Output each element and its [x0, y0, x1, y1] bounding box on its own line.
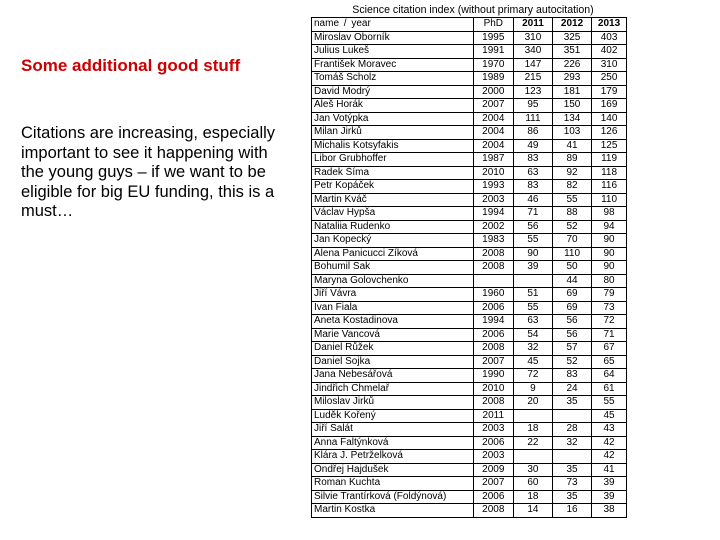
table-row: [312, 436, 627, 450]
header-name-year: name / year: [312, 18, 474, 32]
cell-phd: 1994: [473, 315, 513, 329]
table-row: [312, 274, 627, 288]
cell-name: Ivan Fiala: [312, 301, 474, 315]
cell-2013: 125: [592, 139, 627, 153]
table-row: [312, 180, 627, 194]
table-row: [312, 220, 627, 234]
table-row: [312, 409, 627, 423]
cell-2013: 73: [592, 301, 627, 315]
cell-2012: 69: [552, 288, 591, 302]
table-row: [312, 247, 627, 261]
cell-2012: 24: [552, 382, 591, 396]
cell-2012: 28: [552, 423, 591, 437]
cell-2013: 67: [592, 342, 627, 356]
cell-2012: 56: [552, 328, 591, 342]
cell-phd: [473, 274, 513, 288]
cell-name: Michalis Kotsyfakis: [312, 139, 474, 153]
header-2012: 2012: [552, 18, 591, 32]
cell-phd: 2004: [473, 126, 513, 140]
cell-2012: 55: [552, 193, 591, 207]
cell-2012: 88: [552, 207, 591, 221]
cell-2013: 65: [592, 355, 627, 369]
cell-name: Jan Votýpka: [312, 112, 474, 126]
cell-phd: 2000: [473, 85, 513, 99]
table-row: [312, 423, 627, 437]
table-row: [312, 234, 627, 248]
cell-2011: 86: [513, 126, 552, 140]
cell-phd: 1987: [473, 153, 513, 167]
cell-2011: 63: [513, 166, 552, 180]
table-row: [312, 85, 627, 99]
cell-name: Radek Šíma: [312, 166, 474, 180]
cell-name: František Moravec: [312, 58, 474, 72]
cell-2011: 20: [513, 396, 552, 410]
cell-2013: 402: [592, 45, 627, 59]
cell-phd: 2002: [473, 220, 513, 234]
cell-2011: 55: [513, 301, 552, 315]
table-row: [312, 477, 627, 491]
table-row: [312, 58, 627, 72]
table-row: [312, 99, 627, 113]
cell-2011: 90: [513, 247, 552, 261]
cell-2012: 325: [552, 31, 591, 45]
cell-name: Maryna Golovchenko: [312, 274, 474, 288]
cell-2012: 351: [552, 45, 591, 59]
table-row: [312, 355, 627, 369]
cell-2011: 18: [513, 423, 552, 437]
cell-name: Martin Kváč: [312, 193, 474, 207]
table-row: [312, 207, 627, 221]
cell-2013: 64: [592, 369, 627, 383]
cell-phd: 1990: [473, 369, 513, 383]
cell-2011: 63: [513, 315, 552, 329]
cell-2012: 35: [552, 396, 591, 410]
cell-phd: 2010: [473, 382, 513, 396]
table-row: [312, 166, 627, 180]
cell-name: Jan Kopecký: [312, 234, 474, 248]
cell-2013: 41: [592, 463, 627, 477]
cell-2011: 9: [513, 382, 552, 396]
cell-2012: 52: [552, 220, 591, 234]
cell-phd: 1994: [473, 207, 513, 221]
cell-phd: 2007: [473, 355, 513, 369]
cell-2013: 90: [592, 247, 627, 261]
cell-2012: 69: [552, 301, 591, 315]
cell-2013: 118: [592, 166, 627, 180]
cell-2012: 103: [552, 126, 591, 140]
cell-2011: 123: [513, 85, 552, 99]
cell-2013: 43: [592, 423, 627, 437]
cell-phd: 1970: [473, 58, 513, 72]
table-row: [312, 193, 627, 207]
cell-phd: 2008: [473, 396, 513, 410]
cell-2013: 140: [592, 112, 627, 126]
cell-2012: 293: [552, 72, 591, 86]
header-2011: 2011: [513, 18, 552, 32]
header-2013: 2013: [592, 18, 627, 32]
cell-2011: [513, 450, 552, 464]
cell-name: Aneta Kostadinova: [312, 315, 474, 329]
cell-2012: 226: [552, 58, 591, 72]
header-phd: PhD: [473, 18, 513, 32]
cell-phd: 2010: [473, 166, 513, 180]
cell-phd: 1983: [473, 234, 513, 248]
cell-phd: 1993: [473, 180, 513, 194]
cell-name: Tomáš Scholz: [312, 72, 474, 86]
table-row: [312, 45, 627, 59]
cell-2012: 83: [552, 369, 591, 383]
cell-name: Julius Lukeš: [312, 45, 474, 59]
table-row: [312, 31, 627, 45]
cell-name: Aleš Horák: [312, 99, 474, 113]
cell-2013: 126: [592, 126, 627, 140]
cell-2013: 116: [592, 180, 627, 194]
cell-name: Nataliia Rudenko: [312, 220, 474, 234]
cell-2012: 73: [552, 477, 591, 491]
cell-name: Jiří Salát: [312, 423, 474, 437]
cell-phd: 2009: [473, 463, 513, 477]
cell-2011: 340: [513, 45, 552, 59]
cell-name: Martin Kostka: [312, 504, 474, 518]
cell-2013: 403: [592, 31, 627, 45]
cell-phd: 2003: [473, 193, 513, 207]
cell-name: Jiří Vávra: [312, 288, 474, 302]
cell-2011: 55: [513, 234, 552, 248]
table-row: [312, 72, 627, 86]
cell-2013: 179: [592, 85, 627, 99]
cell-phd: 2004: [473, 112, 513, 126]
cell-2011: 310: [513, 31, 552, 45]
cell-phd: 1989: [473, 72, 513, 86]
cell-name: Daniel Růžek: [312, 342, 474, 356]
cell-2013: 39: [592, 477, 627, 491]
cell-2012: 57: [552, 342, 591, 356]
cell-2012: 50: [552, 261, 591, 275]
cell-2011: 72: [513, 369, 552, 383]
cell-phd: 2008: [473, 342, 513, 356]
cell-2013: 80: [592, 274, 627, 288]
cell-2013: 38: [592, 504, 627, 518]
cell-2012: 70: [552, 234, 591, 248]
cell-phd: 2008: [473, 247, 513, 261]
table-row: [312, 112, 627, 126]
cell-phd: 2007: [473, 477, 513, 491]
cell-2013: 55: [592, 396, 627, 410]
cell-2012: 150: [552, 99, 591, 113]
cell-phd: 1960: [473, 288, 513, 302]
cell-2013: 310: [592, 58, 627, 72]
cell-2011: 45: [513, 355, 552, 369]
cell-2011: 39: [513, 261, 552, 275]
slide-body-text: Citations are increasing, especially important to see it happening with the young guys – if we want to be eligible for big EU funding, this is a must…: [21, 124, 276, 220]
cell-2012: 44: [552, 274, 591, 288]
table-row: [312, 126, 627, 140]
cell-2012: 92: [552, 166, 591, 180]
cell-name: Václav Hypša: [312, 207, 474, 221]
cell-2013: 45: [592, 409, 627, 423]
cell-name: Ondřej Hajdušek: [312, 463, 474, 477]
cell-2011: 111: [513, 112, 552, 126]
cell-2012: 35: [552, 490, 591, 504]
cell-2011: [513, 409, 552, 423]
cell-2011: 95: [513, 99, 552, 113]
cell-2012: [552, 450, 591, 464]
table-row: [312, 301, 627, 315]
cell-2011: 60: [513, 477, 552, 491]
table-row: [312, 382, 627, 396]
cell-name: Miloslav Jirků: [312, 396, 474, 410]
table-header-row: [312, 18, 627, 32]
cell-2012: [552, 409, 591, 423]
cell-2012: 41: [552, 139, 591, 153]
cell-2013: 39: [592, 490, 627, 504]
cell-2011: 71: [513, 207, 552, 221]
cell-name: Anna Faltýnková: [312, 436, 474, 450]
cell-name: Silvie Trantírková (Foldýnová): [312, 490, 474, 504]
cell-phd: 2006: [473, 436, 513, 450]
cell-phd: 2008: [473, 261, 513, 275]
cell-2012: 82: [552, 180, 591, 194]
cell-name: Alena Panicucci Zíková: [312, 247, 474, 261]
table-row: [312, 450, 627, 464]
cell-2013: 72: [592, 315, 627, 329]
cell-2012: 52: [552, 355, 591, 369]
cell-2011: 147: [513, 58, 552, 72]
cell-phd: 1991: [473, 45, 513, 59]
cell-2011: 46: [513, 193, 552, 207]
cell-2011: 215: [513, 72, 552, 86]
table-row: [312, 490, 627, 504]
citation-table: [311, 17, 627, 518]
cell-name: Milan Jirků: [312, 126, 474, 140]
cell-2013: 94: [592, 220, 627, 234]
table-row: [312, 153, 627, 167]
cell-2012: 35: [552, 463, 591, 477]
cell-phd: 2008: [473, 504, 513, 518]
cell-2012: 181: [552, 85, 591, 99]
cell-2011: 83: [513, 180, 552, 194]
cell-name: Libor Grubhoffer: [312, 153, 474, 167]
cell-name: David Modrý: [312, 85, 474, 99]
cell-phd: 2006: [473, 301, 513, 315]
cell-2012: 110: [552, 247, 591, 261]
cell-name: Luděk Kořený: [312, 409, 474, 423]
table-row: [312, 342, 627, 356]
table-title: Science citation index (without primary autocitation): [352, 4, 594, 16]
table-row: [312, 315, 627, 329]
table-row: [312, 504, 627, 518]
table-row: [312, 288, 627, 302]
cell-2013: 250: [592, 72, 627, 86]
cell-2011: 54: [513, 328, 552, 342]
table-row: [312, 261, 627, 275]
cell-2012: 56: [552, 315, 591, 329]
cell-2012: 32: [552, 436, 591, 450]
cell-2011: 22: [513, 436, 552, 450]
cell-2011: 51: [513, 288, 552, 302]
cell-phd: 1995: [473, 31, 513, 45]
cell-name: Jana Nebesářová: [312, 369, 474, 383]
table-row: [312, 369, 627, 383]
cell-2011: 49: [513, 139, 552, 153]
cell-2012: 16: [552, 504, 591, 518]
cell-2011: 56: [513, 220, 552, 234]
cell-2011: 14: [513, 504, 552, 518]
slide-heading: Some additional good stuff: [21, 56, 241, 75]
cell-phd: 2003: [473, 423, 513, 437]
cell-2013: 110: [592, 193, 627, 207]
cell-name: Roman Kuchta: [312, 477, 474, 491]
cell-name: Miroslav Oborník: [312, 31, 474, 45]
cell-2012: 89: [552, 153, 591, 167]
cell-phd: 2003: [473, 450, 513, 464]
cell-2013: 169: [592, 99, 627, 113]
cell-2011: 83: [513, 153, 552, 167]
citation-table-panel: [311, 3, 627, 518]
cell-phd: 2006: [473, 490, 513, 504]
table-row: [312, 396, 627, 410]
cell-phd: 2011: [473, 409, 513, 423]
cell-name: Petr Kopáček: [312, 180, 474, 194]
table-row: [312, 328, 627, 342]
cell-2013: 98: [592, 207, 627, 221]
cell-2013: 71: [592, 328, 627, 342]
cell-phd: 2004: [473, 139, 513, 153]
cell-2011: 18: [513, 490, 552, 504]
cell-name: Marie Vancová: [312, 328, 474, 342]
cell-2013: 90: [592, 261, 627, 275]
cell-phd: 2006: [473, 328, 513, 342]
cell-2011: 32: [513, 342, 552, 356]
cell-2013: 90: [592, 234, 627, 248]
table-row: [312, 139, 627, 153]
cell-name: Jindřich Chmelař: [312, 382, 474, 396]
cell-2013: 61: [592, 382, 627, 396]
cell-phd: 2007: [473, 99, 513, 113]
cell-2013: 119: [592, 153, 627, 167]
table-row: [312, 463, 627, 477]
cell-2011: [513, 274, 552, 288]
cell-2011: 30: [513, 463, 552, 477]
cell-2013: 79: [592, 288, 627, 302]
cell-2012: 134: [552, 112, 591, 126]
cell-name: Bohumil Sak: [312, 261, 474, 275]
cell-name: Daniel Sojka: [312, 355, 474, 369]
cell-2013: 42: [592, 450, 627, 464]
cell-2013: 42: [592, 436, 627, 450]
cell-name: Klára J. Petrželková: [312, 450, 474, 464]
